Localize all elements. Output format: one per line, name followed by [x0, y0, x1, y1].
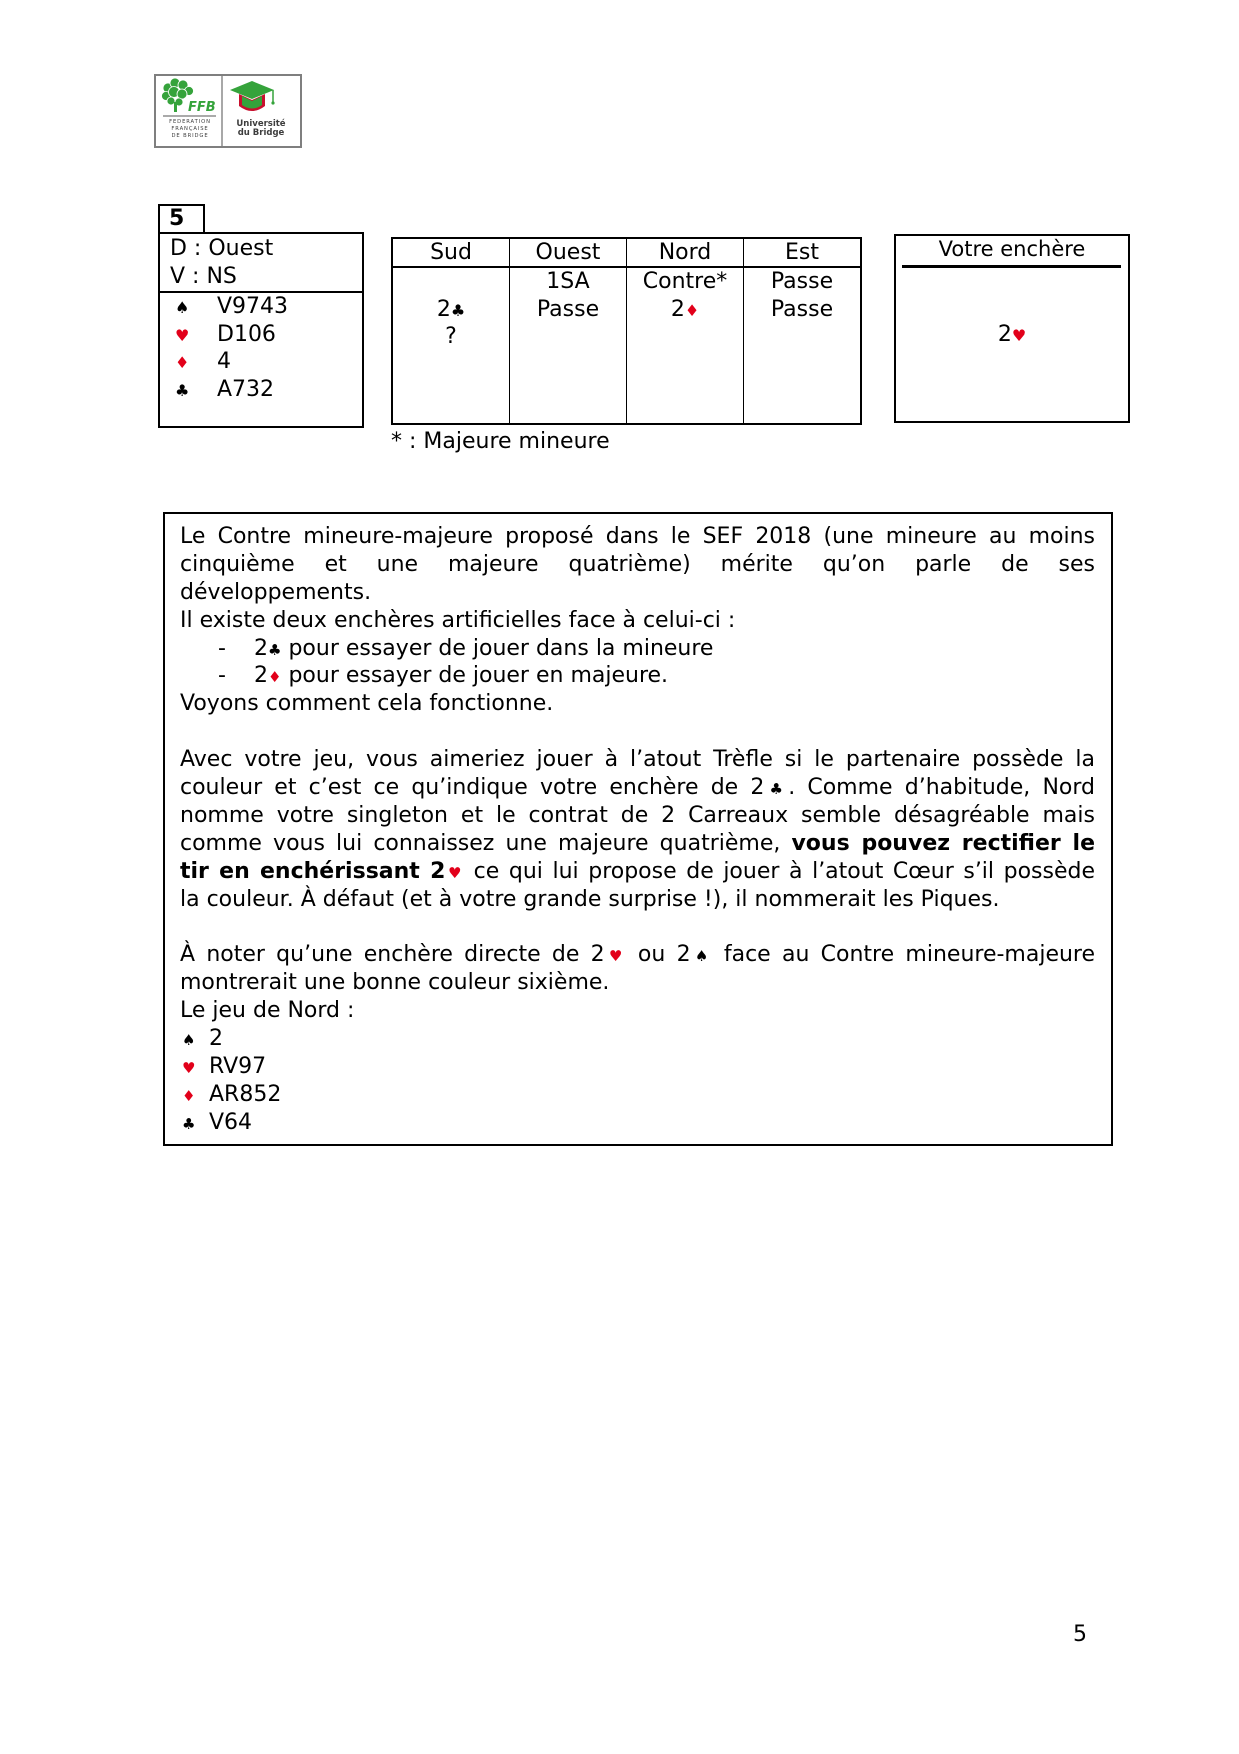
- explanation-line: [180, 579, 1095, 607]
- text-run: 1SA: [546, 269, 590, 294]
- text-run: D106: [217, 321, 276, 347]
- heart-suit-icon: ♥: [604, 947, 627, 966]
- logo-graphic: [156, 76, 300, 146]
- text-run: Avec votre jeu, vous aimeriez jouer à l’atout Trèfle si le partenaire possède la: [180, 747, 1095, 773]
- bullet-item: [180, 635, 1095, 663]
- text-run: ?: [445, 324, 457, 350]
- bid-cell: [627, 296, 743, 324]
- text-run: pour essayer de jouer dans la mineure: [281, 635, 714, 661]
- text-run: Voyons comment cela fonctionne.: [180, 691, 554, 717]
- explanation-line: [180, 802, 1095, 830]
- answer-bid: [896, 321, 1128, 349]
- text-run: 4: [217, 349, 231, 375]
- bidding-header-nord: Nord: [627, 239, 743, 268]
- answer-title-underline: [902, 265, 1121, 268]
- text-run: 2: [254, 635, 268, 661]
- explanation-line: [180, 774, 1095, 802]
- text-run: À noter qu’une enchère directe de 2: [180, 942, 605, 968]
- bid-cell: [510, 268, 626, 296]
- text-run: couleur et c’est ce qu’indique votre enchère de 2: [180, 775, 765, 801]
- text-run: cinquième et une majeure quatrième) mérite qu’on parle de ses: [180, 551, 1095, 577]
- deal-number: 5: [158, 204, 205, 234]
- dealer-line: D : Ouest: [170, 236, 274, 261]
- north-hand-row: [180, 1109, 1095, 1137]
- club-suit-icon: ♣: [268, 640, 282, 659]
- federation-line-3: DE BRIDGE: [171, 133, 209, 139]
- ffb-wordmark: FFB: [188, 100, 216, 115]
- universite-line-2: du Bridge: [237, 128, 285, 138]
- answer-panel: [894, 234, 1130, 423]
- bidding-column-ouest: [509, 239, 626, 423]
- explanation-line: [180, 551, 1095, 579]
- explanation-line: [180, 997, 1095, 1025]
- text-run: 2: [997, 322, 1012, 347]
- bidding-footnote: * : Majeure mineure: [391, 429, 610, 454]
- graduation-cap-icon: [230, 81, 275, 111]
- text-run: pour essayer de jouer en majeure.: [281, 663, 669, 689]
- text-run: Passe: [536, 296, 600, 322]
- federation-line-1: FEDERATION: [169, 119, 211, 125]
- bullet-item: [180, 662, 1095, 690]
- explanation-line: [180, 886, 1095, 914]
- spade-suit-icon: ♠: [182, 1031, 196, 1050]
- text-run: V64: [209, 1109, 253, 1135]
- bidding-column-est: [743, 239, 860, 423]
- heart-suit-icon: ♥: [175, 325, 190, 345]
- bid-cell: [627, 323, 743, 351]
- spade-suit-icon: ♠: [690, 947, 713, 966]
- bidding-header-sud: Sud: [393, 239, 509, 268]
- explanation-line: [180, 746, 1095, 774]
- bidding-table: [391, 237, 862, 425]
- bidding-column-sud: [393, 239, 509, 423]
- text-run: face au Contre mineure-majeure: [712, 942, 1096, 968]
- bidding-header-ouest: Ouest: [510, 239, 626, 268]
- diamond-suit-icon: ♦: [268, 668, 282, 687]
- diamond-suit-icon: ♦: [684, 300, 700, 320]
- club-suit-icon: ♣: [175, 381, 190, 401]
- heart-suit-icon: ♥: [182, 1058, 196, 1077]
- hand-row-hearts: [170, 321, 362, 349]
- bid-cell: [627, 268, 743, 296]
- explanation-line: [180, 830, 1095, 858]
- text-run: 2: [254, 663, 268, 689]
- heart-suit-icon: ♥: [445, 863, 465, 882]
- bullet-dash: -: [218, 663, 226, 689]
- explanation-line: [180, 523, 1095, 551]
- bold-text-run: vous pouvez rectifier le: [791, 830, 1095, 856]
- text-run: Le Contre mineure-majeure proposé dans le SEF 2018 (une mineure au moins: [180, 524, 1095, 549]
- text-run: ce qui lui propose de jouer à l’atout Cœur s’il possède: [464, 858, 1096, 884]
- text-run: 2: [436, 296, 451, 322]
- bid-cell: [393, 268, 509, 296]
- text-run: ou 2: [626, 942, 691, 968]
- bid-cell: [744, 268, 860, 296]
- federation-line-2: FRANÇAISE: [171, 126, 209, 132]
- text-run: la couleur. À défaut (et à votre grande surprise !), il nommerait les Piques.: [180, 886, 1000, 912]
- bid-cell: [744, 323, 860, 351]
- vulnerability-line: V : NS: [170, 264, 237, 289]
- diamond-suit-icon: ♦: [182, 1086, 196, 1105]
- text-run: 2: [670, 296, 685, 322]
- club-suit-icon: ♣: [450, 300, 466, 320]
- hand-row-spades: [170, 293, 362, 321]
- text-run: AR852: [209, 1081, 282, 1107]
- text-run: nomme votre singleton et le contrat de 2 Carreaux semble désagréable mais: [180, 802, 1095, 828]
- north-hand-row: [180, 1053, 1095, 1081]
- hand-row-diamonds: [170, 348, 362, 376]
- spade-suit-icon: ♠: [175, 298, 190, 317]
- bold-text-run: tir en enchérissant 2: [180, 858, 446, 884]
- hand-row-clubs: [170, 376, 362, 404]
- text-run: . Comme d’habitude, Nord: [788, 775, 1095, 801]
- explanation-line: [180, 690, 1095, 718]
- club-suit-icon: ♣: [182, 1114, 196, 1133]
- bid-cell: [393, 296, 509, 324]
- explanation-box: [163, 512, 1113, 1146]
- north-hand-row: [180, 1025, 1095, 1053]
- hand-panel: [158, 232, 364, 428]
- bid-cell: [510, 323, 626, 351]
- ffb-universite-logo: [154, 74, 302, 148]
- explanation-line: [180, 969, 1095, 997]
- answer-title: Votre enchère: [938, 237, 1086, 261]
- page-number: 5: [1073, 1622, 1087, 1647]
- north-hand-row: [180, 1081, 1095, 1109]
- heart-suit-icon: ♥: [1011, 326, 1027, 345]
- universite-line-1: Université: [236, 119, 286, 129]
- paragraph-gap: [180, 718, 1095, 746]
- text-run: Contre*: [642, 269, 728, 294]
- text-run: V9743: [217, 294, 289, 319]
- south-hand: [160, 293, 362, 404]
- text-run: Passe: [770, 269, 834, 294]
- text-run: Le jeu de Nord :: [180, 998, 355, 1024]
- bid-cell: [510, 296, 626, 324]
- explanation-line: [180, 858, 1095, 886]
- text-run: comme vous lui connaissez une majeure quatrième,: [180, 830, 792, 856]
- text-run: A732: [217, 377, 275, 403]
- bidding-header-est: Est: [744, 239, 860, 268]
- text-run: RV97: [209, 1053, 267, 1079]
- text-run: Il existe deux enchères artificielles face à celui-ci :: [180, 607, 736, 633]
- deal-info: [160, 234, 362, 293]
- paragraph-gap: [180, 913, 1095, 941]
- text-run: 2: [209, 1026, 223, 1052]
- text-run: montrerait une bonne couleur sixième.: [180, 970, 610, 996]
- text-run: Passe: [770, 296, 834, 322]
- bullet-dash: -: [218, 635, 226, 661]
- club-suit-icon: ♣: [764, 780, 789, 799]
- bid-cell: [393, 323, 509, 351]
- explanation-line: [180, 941, 1095, 969]
- diamond-suit-icon: ♦: [175, 353, 190, 373]
- explanation-line: [180, 607, 1095, 635]
- bidding-column-nord: [626, 239, 743, 423]
- bid-cell: [744, 296, 860, 324]
- text-run: développements.: [180, 579, 372, 605]
